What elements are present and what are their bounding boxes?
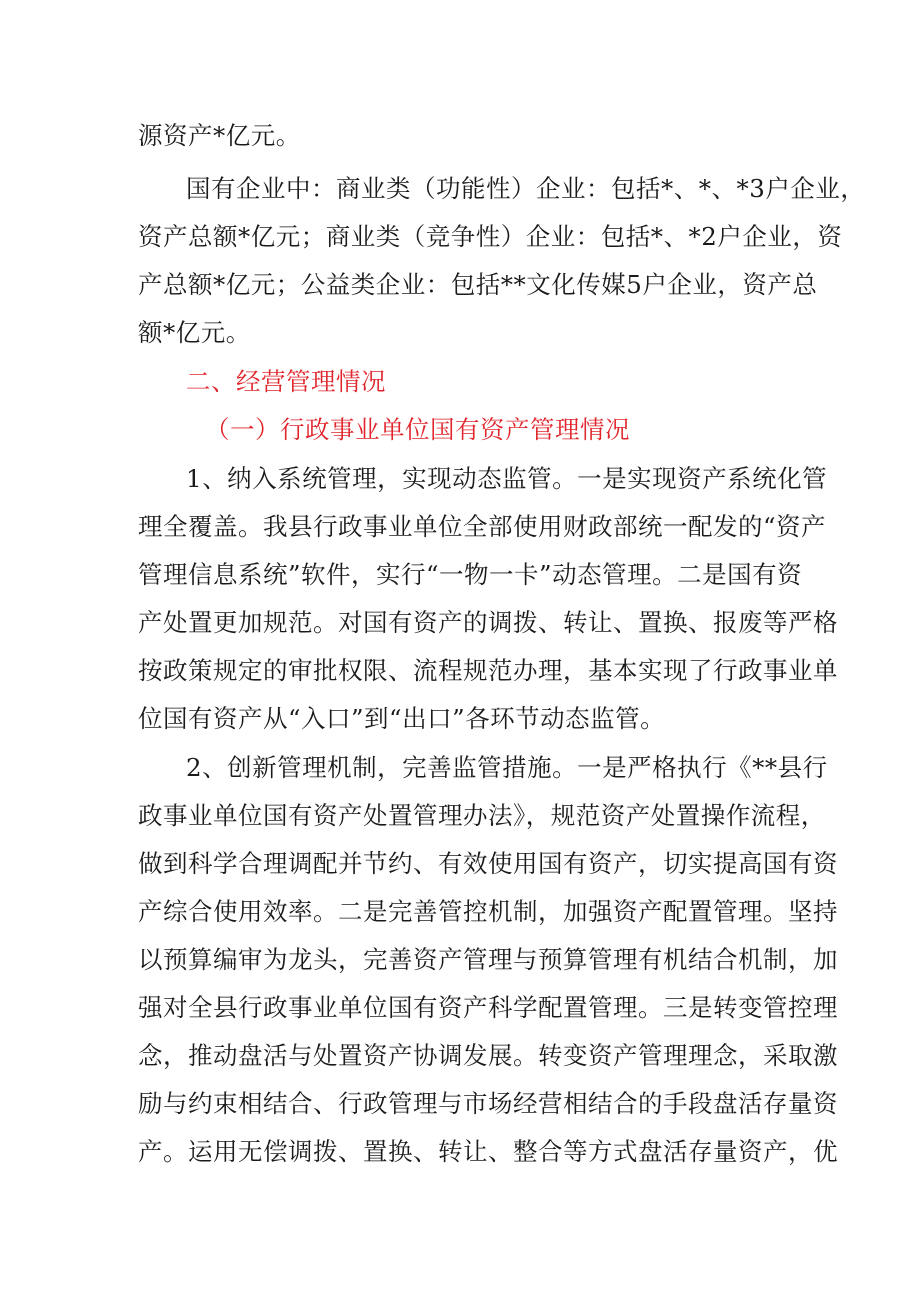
paragraph-line: 产总额*亿元；公益类企业：包括**文化传媒5户企业，资产总 bbox=[138, 270, 818, 299]
paragraph-line: 政事业单位国有资产处置管理办法》，规范资产处置操作流程， bbox=[138, 801, 826, 830]
paragraph-line: 资产总额*亿元；商业类（竞争性）企业：包括*、*2户企业，资 bbox=[138, 222, 843, 251]
paragraph-line: 理全覆盖。我县行政事业单位全部使用财政部统一配发的“资产 bbox=[138, 512, 827, 541]
paragraph-line: 强对全县行政事业单位国有资产科学配置管理。三是转变管控理 bbox=[138, 993, 838, 1022]
paragraph-line: 做到科学合理调配并节约、有效使用国有资产，切实提高国有资 bbox=[138, 849, 838, 878]
paragraph-line: 励与约束相结合、行政管理与市场经营相结合的手段盘活存量资 bbox=[138, 1089, 838, 1118]
paragraph-line: 以预算编审为龙头，完善资产管理与预算管理有机结合机制，加 bbox=[138, 945, 838, 974]
paragraph-line: 按政策规定的审批权限、流程规范办理，基本实现了行政事业单 bbox=[138, 656, 838, 685]
paragraph-line: 国有企业中：商业类（功能性）企业：包括*、*、*3户企业， bbox=[186, 174, 866, 203]
subsection-heading: （一）行政事业单位国有资产管理情况 bbox=[205, 415, 630, 444]
paragraph-line: 管理信息系统”软件，实行“一物一卡”动态管理。二是国有资 bbox=[138, 560, 803, 589]
paragraph-line: 1、纳入系统管理，实现动态监管。一是实现资产系统化管 bbox=[186, 464, 828, 493]
paragraph-line: 产综合使用效率。二是完善管控机制，加强资产配置管理。坚持 bbox=[138, 897, 838, 926]
paragraph-line: 产。运用无偿调拨、置换、转让、整合等方式盘活存量资产，优 bbox=[138, 1137, 838, 1166]
paragraph-line: 额*亿元。 bbox=[138, 318, 251, 347]
section-heading: 二、经营管理情况 bbox=[186, 367, 386, 396]
paragraph-line: 念，推动盘活与处置资产协调发展。转变资产管理理念，采取激 bbox=[138, 1041, 838, 1070]
paragraph-line: 2、创新管理机制，完善监管措施。一是严格执行《**县行 bbox=[186, 753, 828, 782]
paragraph-line: 源资产*亿元。 bbox=[138, 121, 301, 150]
paragraph-line: 位国有资产从“入口”到“出口”各环节动态监管。 bbox=[138, 704, 666, 733]
paragraph-line: 产处置更加规范。对国有资产的调拨、转让、置换、报废等严格 bbox=[138, 608, 838, 637]
